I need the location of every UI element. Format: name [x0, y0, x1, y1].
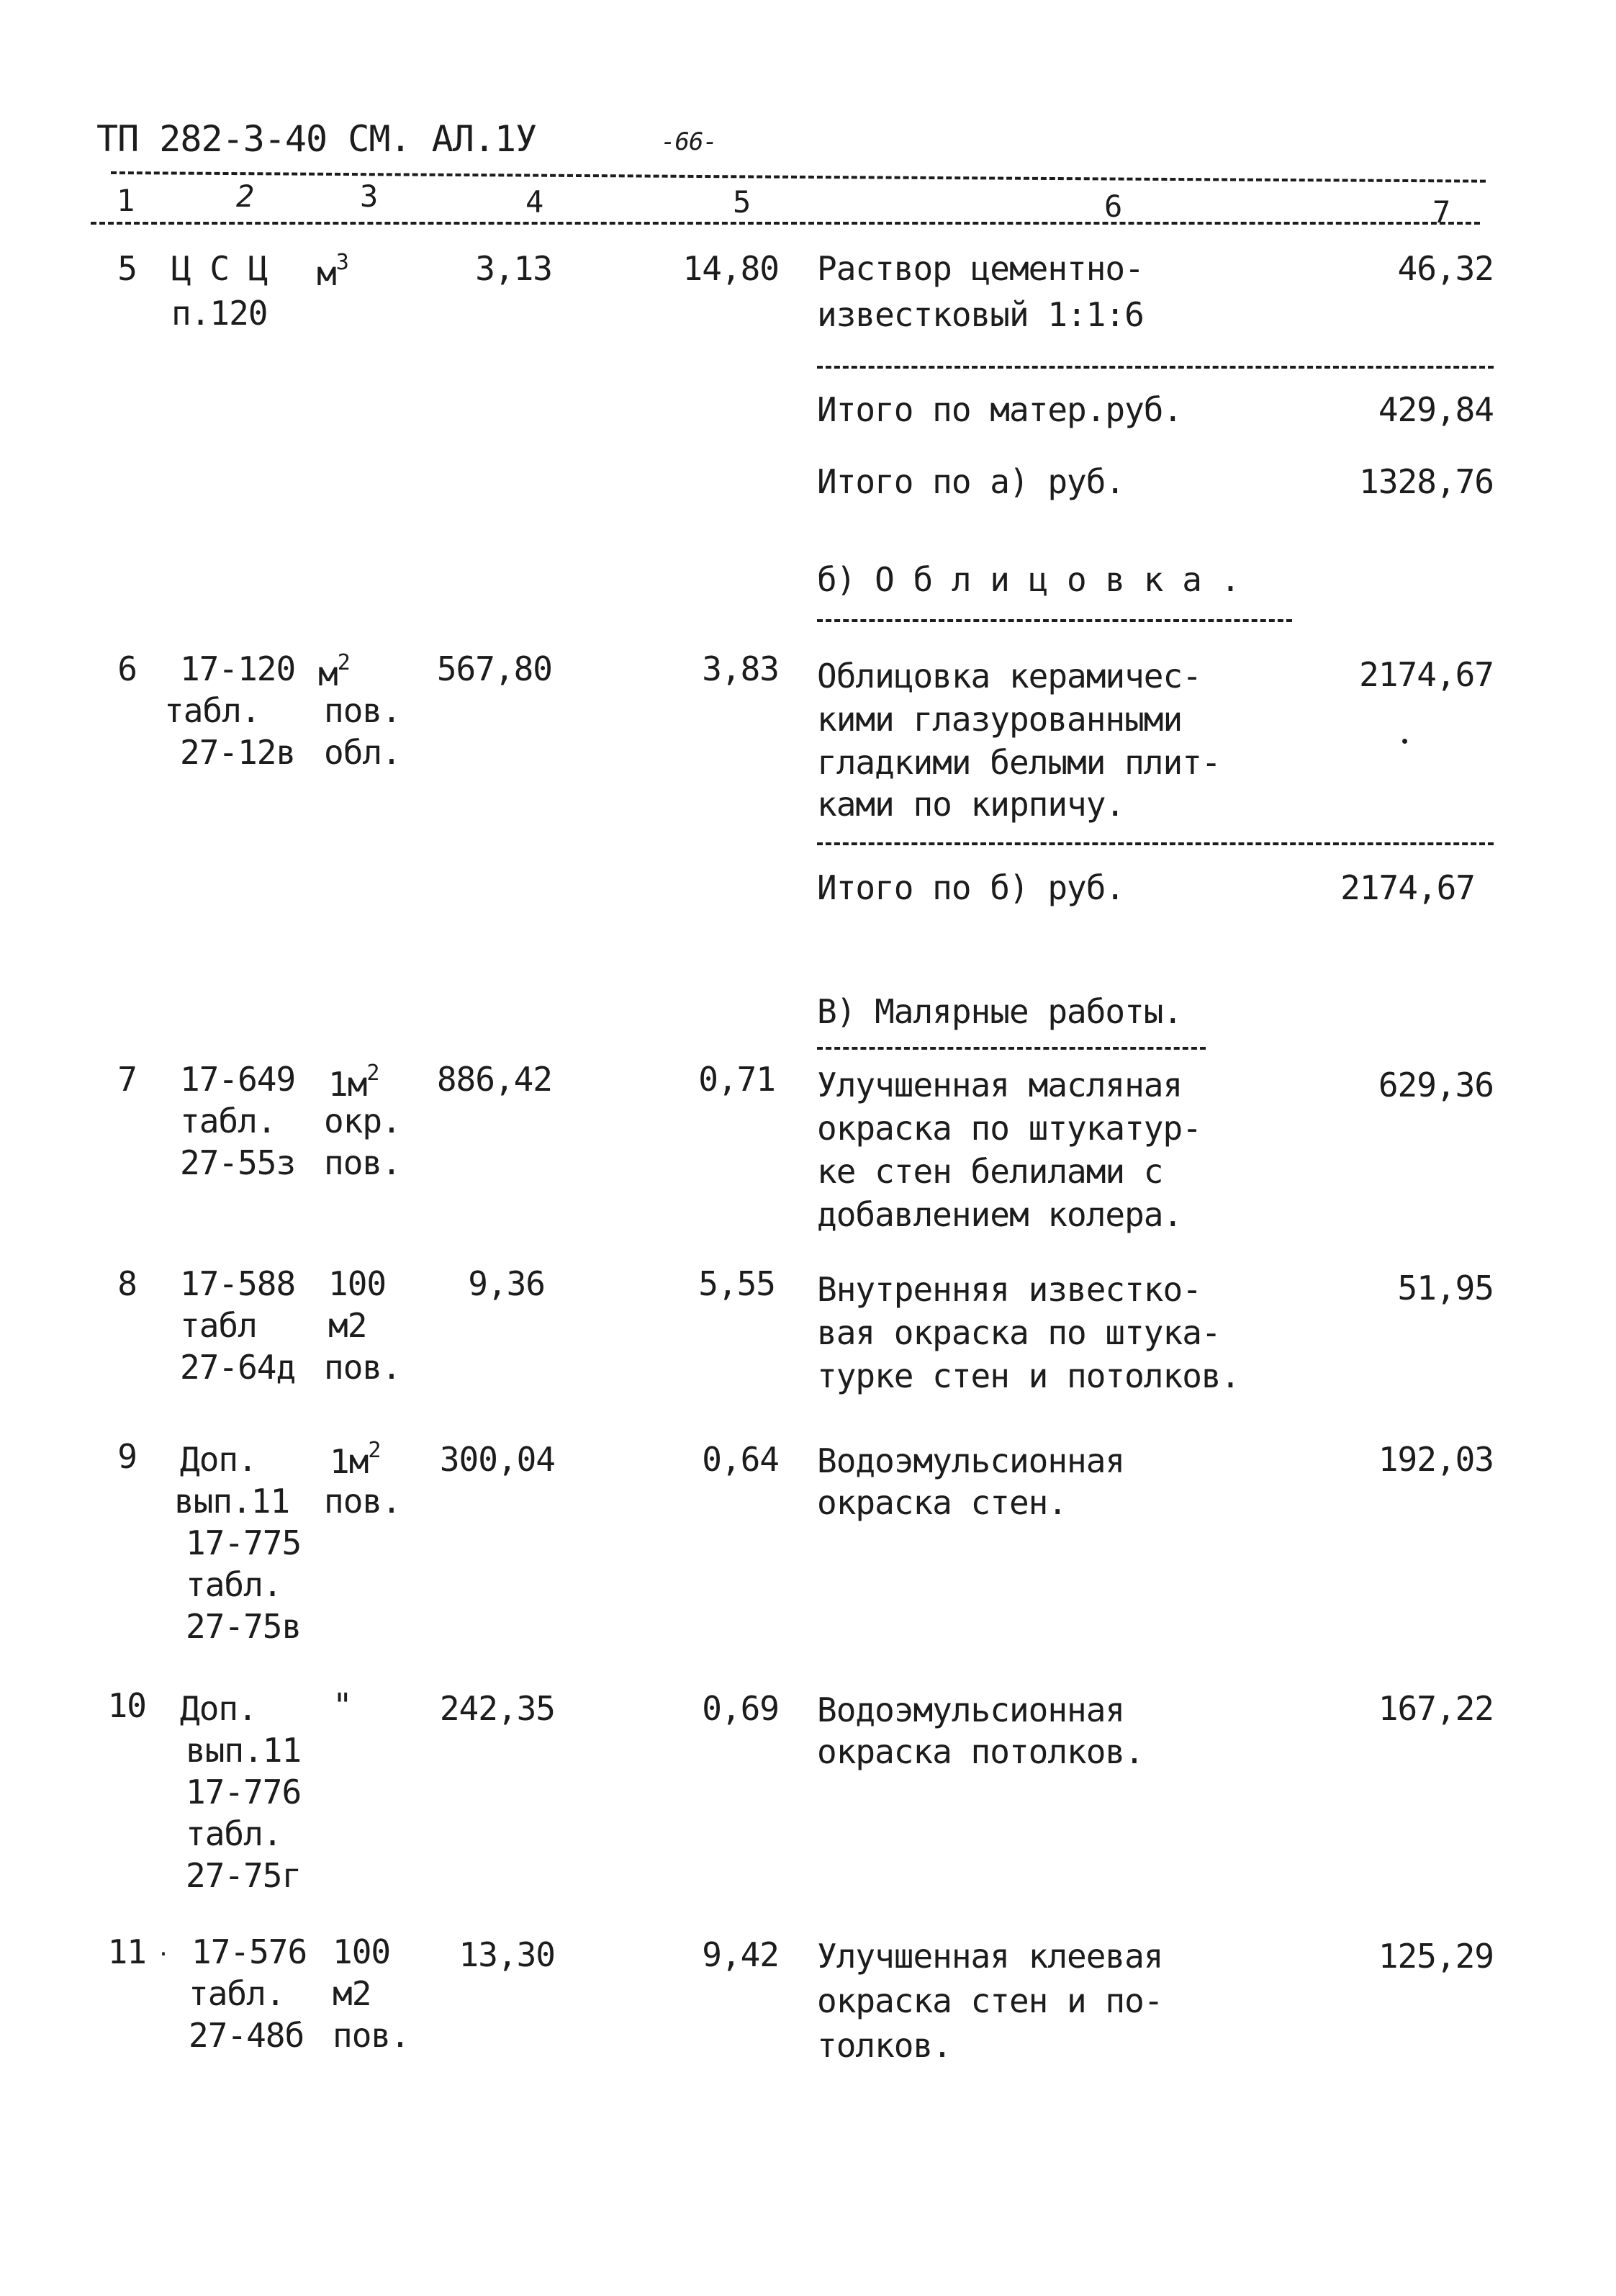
row-code-line-3: 17-776	[186, 1773, 302, 1811]
row-unit-line-3: обл.	[324, 733, 401, 772]
row-code-line-2: табл.	[164, 691, 261, 730]
ink-mark: .	[157, 1936, 170, 1961]
row-unit-price: 9,42	[702, 1935, 779, 1974]
row-description-line-1: Водоэмульсионная	[817, 1691, 1125, 1729]
row-description-line-3: турке стен и потолков.	[817, 1356, 1240, 1395]
row-description-line-1: Раствор цементно-	[817, 249, 1144, 288]
divider-dash	[817, 842, 1494, 845]
column-number-5: 5	[733, 184, 751, 220]
row-description-line-1: Водоэмульсионная	[817, 1441, 1125, 1480]
row-code-line-2: п.120	[171, 294, 268, 333]
row-description-line-2: окраска стен.	[817, 1483, 1067, 1522]
row-unit-line-3: пов.	[324, 1143, 401, 1182]
row-number: 6	[117, 649, 137, 688]
row-description-line-4: ками по кирпичу.	[817, 785, 1125, 824]
subtotal-a-label: Итого по а) руб.	[817, 462, 1125, 501]
row-unit: $1м^2$	[330, 1438, 381, 1481]
column-number-4: 4	[525, 184, 543, 220]
row-unit-line-2: м2	[333, 1974, 371, 2013]
row-code-line-2: вып.11	[174, 1482, 290, 1521]
row-code-line-1: 17-588	[180, 1264, 296, 1303]
section-v-underline	[817, 1047, 1206, 1050]
row-code-line-2: табл	[180, 1306, 257, 1345]
subtotal-materials-value: 429,84	[1378, 390, 1494, 429]
column-number-3: 3	[360, 179, 378, 214]
row-code-line-3: 17-775	[186, 1523, 302, 1562]
row-total: 192,03	[1378, 1440, 1494, 1479]
row-number: 11	[107, 1932, 146, 1971]
row-quantity: 242,35	[439, 1689, 555, 1728]
row-code-line-5: 27-75г	[186, 1856, 302, 1895]
row-code-line-2: вып.11	[186, 1731, 302, 1770]
row-quantity: 13,30	[459, 1935, 555, 1974]
row-number: 9	[117, 1437, 137, 1476]
row-total: 46,32	[1397, 249, 1494, 288]
row-total: 51,95	[1397, 1269, 1494, 1307]
column-number-2: 2	[236, 179, 254, 214]
row-description-line-2: окраска потолков.	[817, 1732, 1144, 1771]
row-unit-line-2: м2	[328, 1306, 367, 1345]
row-quantity: 3,13	[475, 249, 552, 288]
row-description-line-1: Улучшенная клеевая	[817, 1937, 1163, 1976]
row-description-line-2: кими глазурованными	[817, 700, 1183, 739]
page-number: -66-	[661, 127, 717, 156]
row-code-line-3: 27-64д	[180, 1348, 296, 1387]
row-code-line-1: Ц С Ц	[171, 249, 268, 288]
row-code-line-3: 27-48б	[189, 2016, 304, 2055]
row-quantity: 886,42	[436, 1060, 552, 1099]
document-code: ТП 282-3-40 СМ. АЛ.1У	[96, 118, 537, 160]
column-number-7: 7	[1432, 194, 1450, 230]
row-unit-price: 3,83	[702, 649, 779, 688]
section-heading-b: б) О б л и ц о в к а .	[817, 560, 1240, 599]
header-top-dash	[111, 171, 1486, 183]
row-code-line-4: табл.	[186, 1814, 282, 1853]
subtotal-b-value: 2174,67	[1340, 868, 1475, 907]
row-total: 167,22	[1378, 1689, 1494, 1728]
row-code-line-1: Доп.	[180, 1689, 257, 1728]
row-unit-line-2: пов.	[324, 1482, 401, 1521]
row-unit-price: 14,80	[682, 249, 779, 288]
row-unit-price: 0,71	[698, 1060, 775, 1099]
row-quantity: 567,80	[436, 649, 552, 688]
row-description-line-3: гладкими белыми плит-	[817, 743, 1221, 782]
row-unit-line-2: окр.	[324, 1102, 401, 1140]
row-code-line-2: табл.	[180, 1102, 276, 1140]
row-description-line-2: известковый 1:1:6	[817, 295, 1144, 334]
row-code-line-1: 17-649	[180, 1060, 296, 1099]
row-code-line-5: 27-75в	[186, 1607, 302, 1646]
row-code-line-4: табл.	[186, 1565, 282, 1604]
row-number: 10	[107, 1686, 146, 1725]
ink-speck	[1402, 739, 1407, 744]
row-quantity: 300,04	[439, 1440, 555, 1479]
row-number: 8	[117, 1264, 137, 1303]
row-code-line-1: 17-120	[180, 649, 296, 688]
row-number: 5	[117, 249, 137, 288]
column-number-6: 6	[1104, 189, 1122, 224]
row-unit: $м^2$	[318, 650, 350, 693]
row-total: 629,36	[1378, 1066, 1494, 1104]
column-number-1: 1	[117, 183, 135, 218]
row-unit-price: 5,55	[698, 1264, 775, 1303]
row-code-line-1: Доп.	[180, 1440, 257, 1479]
row-unit: $1м^2$	[328, 1061, 379, 1104]
row-code-line-1: 17-576	[191, 1932, 307, 1971]
section-b-underline	[817, 619, 1292, 622]
row-unit-ditto: "	[333, 1686, 352, 1725]
row-unit-line-3: пов.	[324, 1348, 401, 1387]
row-code-line-3: 27-12в	[180, 733, 296, 772]
row-description-line-4: добавлением колера.	[817, 1195, 1183, 1234]
row-description-line-1: Облицовка керамичес-	[817, 657, 1201, 695]
row-description-line-3: ке стен белилами с	[817, 1152, 1163, 1191]
section-heading-v: В) Малярные работы.	[817, 992, 1183, 1031]
row-description-line-1: Внутренняя известко-	[817, 1270, 1201, 1309]
header-bottom-dash	[91, 222, 1480, 225]
row-total: 2174,67	[1359, 655, 1494, 694]
row-description-line-2: окраска по штукатур-	[817, 1109, 1201, 1148]
subtotal-a-value: 1328,76	[1359, 462, 1494, 501]
row-description-line-2: вая окраска по штука-	[817, 1313, 1221, 1352]
subtotal-materials-label: Итого по матер.руб.	[817, 390, 1183, 429]
row-quantity: 9,36	[468, 1264, 545, 1303]
row-code-line-3: 27-55з	[180, 1143, 296, 1182]
divider-dash	[817, 366, 1494, 369]
row-description-line-2: окраска стен и по-	[817, 1981, 1163, 2020]
row-code-line-2: табл.	[189, 1974, 285, 2013]
row-number: 7	[117, 1060, 137, 1099]
row-unit-price: 0,64	[702, 1440, 779, 1479]
row-unit-line-3: пов.	[333, 2016, 410, 2055]
row-description-line-3: толков.	[817, 2026, 952, 2065]
subtotal-b-label: Итого по б) руб.	[817, 868, 1125, 907]
row-unit-line-1: 100	[333, 1932, 391, 1971]
row-description-line-1: Улучшенная масляная	[817, 1066, 1183, 1104]
row-total: 125,29	[1378, 1937, 1494, 1976]
row-unit-price: 0,69	[702, 1689, 779, 1728]
row-unit-line-1: 100	[328, 1264, 387, 1303]
row-unit-line-2: пов.	[324, 691, 401, 730]
row-unit: $м^3$	[317, 250, 348, 293]
